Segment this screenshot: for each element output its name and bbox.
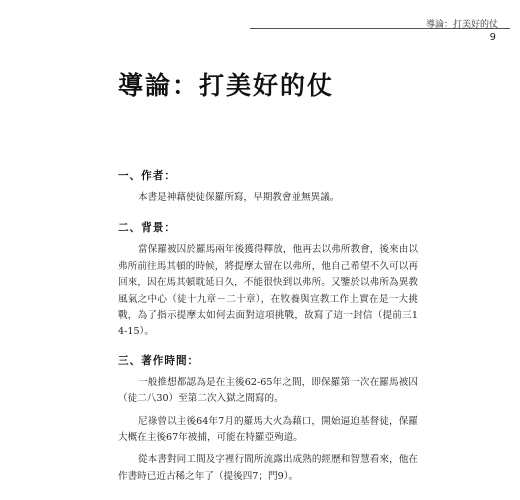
paragraph: 尼祿曾以主後64年7月的羅馬大火為藉口，開始逼迫基督徒，保羅大概在主後67年被捕，可能在特羅亞殉道。: [118, 415, 418, 444]
section-background: [118, 220, 418, 340]
chapter-title: 導論：打美好的仗: [118, 71, 335, 100]
paragraph: 一般推想都認為是在主後62-65年之間，即保羅第一次在羅馬被囚（徒二八30）至第二次入獄之間寫的。: [118, 376, 418, 405]
paragraph: 從本書對同工間及字裡行間所流露出成熟的經歷和智慧看來，他在作書時已近古稀之年了（提後四7；門9）。: [118, 454, 418, 482]
section-heading: 三、著作時間：: [118, 354, 200, 367]
section-author: [118, 168, 418, 206]
running-header: 導論：打美好的仗: [425, 20, 498, 30]
spacer: [118, 206, 418, 220]
spacer: [118, 341, 418, 353]
section-heading: 二、背景：: [118, 222, 176, 235]
header-rule: [250, 28, 510, 29]
chapter-content: [118, 168, 418, 485]
section-heading: 一、作者：: [118, 170, 176, 182]
section-date: [118, 353, 418, 485]
paragraph: 當保羅被囚於羅馬兩年後獲得釋放，他再去以弗所教會，後來由以弗所前往馬其頓的時候，將提摩太留在以弗所，他自己希望不久可以再回來，因在馬其頓耽延日久，不能很快到以弗所。又鑒於以弗所為異教風氣之中心（徒十九章－二十章），在牧養與宣教工作上實在是一大挑戰，為了指示提摩太如何去面對這項挑戰，故寫了這一封信（提前三14-15）。: [118, 244, 418, 338]
page-number: 9: [489, 32, 496, 43]
paragraph: 本書是神藉使徒保羅所寫，早期教會並無異議。: [138, 192, 340, 203]
